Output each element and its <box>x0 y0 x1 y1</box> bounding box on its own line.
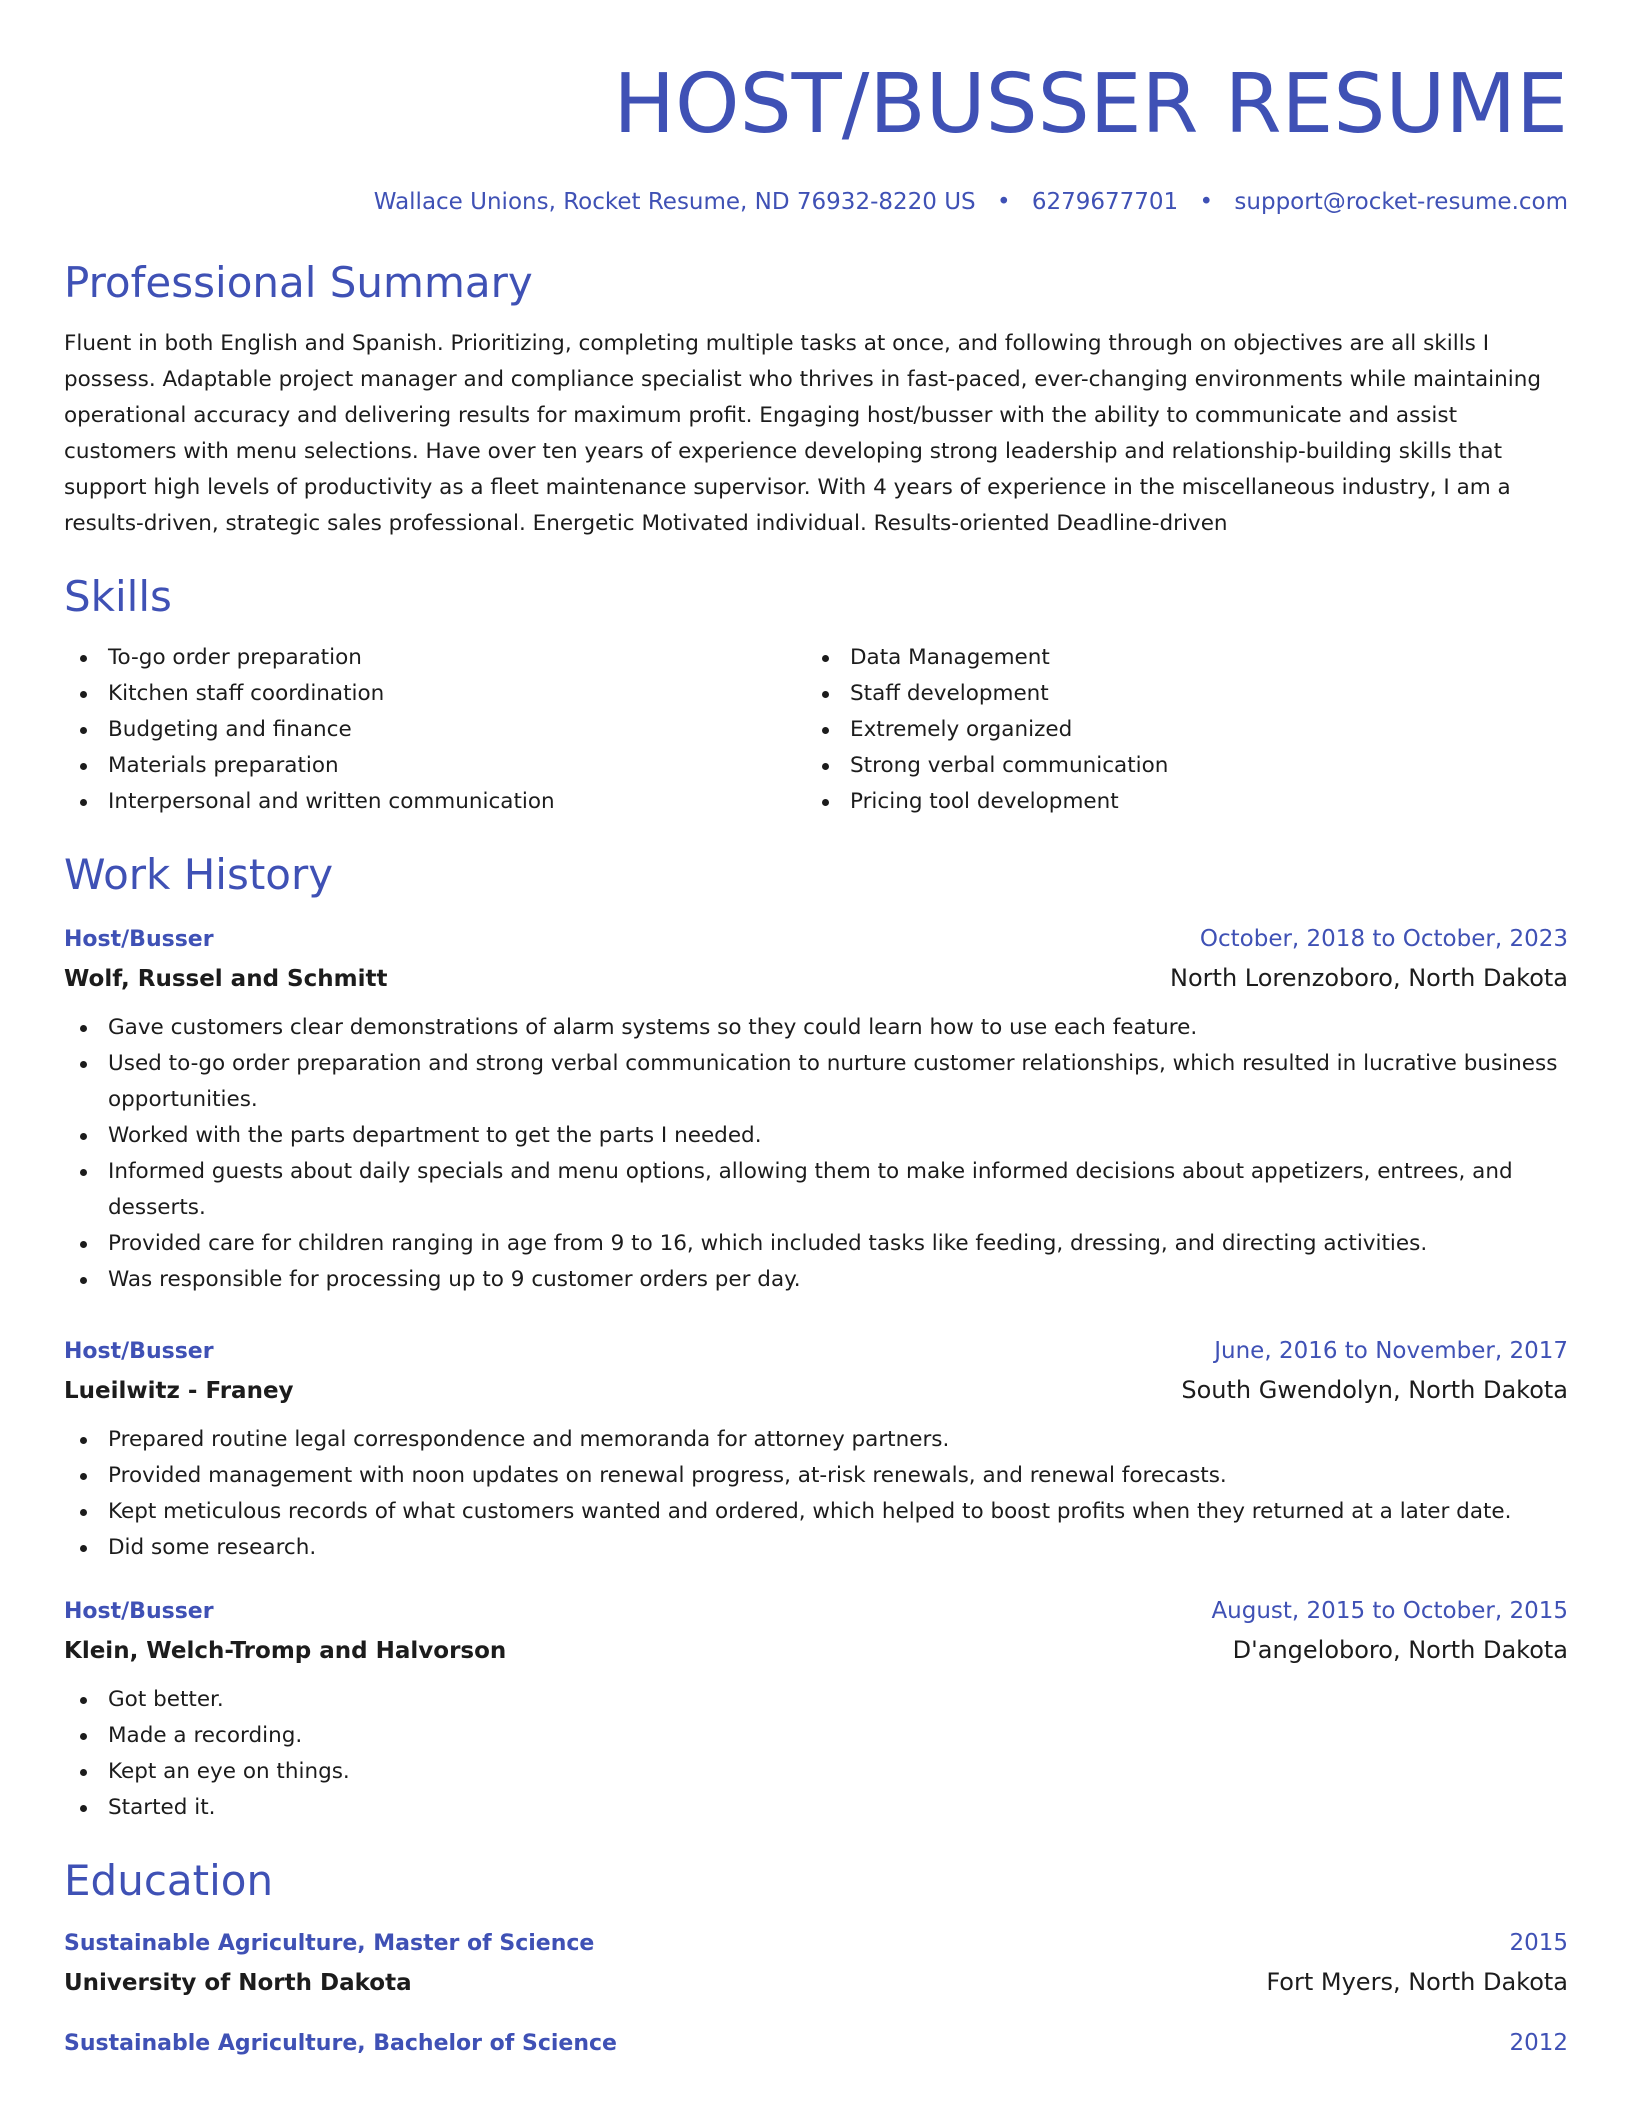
job-subheader <box>64 963 1568 994</box>
job-location: North Lorenzoboro, North Dakota <box>1170 964 1568 992</box>
skills-column-left <box>64 640 806 820</box>
job-company: Wolf, Russel and Schmitt <box>64 966 388 992</box>
job-dates: August, 2015 to October, 2015 <box>1211 1598 1568 1624</box>
skill-item: Data Management <box>806 640 1548 676</box>
job-dates: October, 2018 to October, 2023 <box>1199 926 1568 952</box>
job-bullet: Kept an eye on things. <box>64 1754 1568 1790</box>
job-bullet: Used to-go order preparation and strong verbal communication to nurture customer relationships, which resulted in lucrative business opportunities. <box>64 1046 1568 1118</box>
education-year: 2012 <box>1509 2030 1568 2056</box>
contact-email: support@rocket-resume.com <box>1234 189 1568 215</box>
skills-column-right <box>806 640 1548 820</box>
job-bullet: Gave customers clear demonstrations of alarm systems so they could learn how to use each feature. <box>64 1010 1568 1046</box>
job-bullet: Did some research. <box>64 1530 1568 1566</box>
job-location: D'angeloboro, North Dakota <box>1232 1636 1568 1664</box>
job-bullet: Provided care for children ranging in age from 9 to 16, which included tasks like feeding, dressing, and directing activities. <box>64 1226 1568 1262</box>
education-header <box>64 1928 1568 1959</box>
job-subheader <box>64 1635 1568 1666</box>
job-bullet: Provided management with noon updates on renewal progress, at-risk renewals, and renewal forecasts. <box>64 1458 1568 1494</box>
skill-item: Strong verbal communication <box>806 748 1548 784</box>
resume-page <box>64 0 1568 2059</box>
summary-text: Fluent in both English and Spanish. Prioritizing, completing multiple tasks at once, and following through on objectives are all skills I possess. Adaptable project manager and compliance specialist who thrives in fast-paced, ever-changing environments while maintaining operational accuracy and delivering results for maximum profit. Engaging host/busser with the ability to communicate and assist customers with menu selections. Have over ten years of experience developing strong leadership and relationship-building skills that support high levels of productivity as a fleet maintenance supervisor. With 4 years of experience in the miscellaneous industry, I am a results-driven, strategic sales professional. Energetic Motivated individual. Results-oriented Deadline-driven <box>64 331 1541 536</box>
job-header <box>64 924 1568 955</box>
job-bullet: Informed guests about daily specials and menu options, allowing them to make informed decisions about appetizers, entrees, and desserts. <box>64 1154 1568 1226</box>
job-bullet: Was responsible for processing up to 9 customer orders per day. <box>64 1262 1568 1298</box>
job-company: Klein, Welch-Tromp and Halvorson <box>64 1638 507 1664</box>
skill-item: Interpersonal and written communication <box>64 784 806 820</box>
job-company: Lueilwitz - Franey <box>64 1378 294 1404</box>
job-bullet: Kept meticulous records of what customers wanted and ordered, which helped to boost profits when they returned at a later date. <box>64 1494 1568 1530</box>
education-degree: Sustainable Agriculture, Bachelor of Science <box>64 2031 617 2056</box>
job-bullet: Started it. <box>64 1790 1568 1826</box>
job-bullet: Prepared routine legal correspondence and memoranda for attorney partners. <box>64 1422 1568 1458</box>
skill-item: Materials preparation <box>64 748 806 784</box>
job-entry <box>64 1336 1568 1566</box>
job-bullets <box>64 1682 1568 1826</box>
skill-item: Pricing tool development <box>806 784 1548 820</box>
education-header <box>64 2028 1568 2059</box>
skill-item: To-go order preparation <box>64 640 806 676</box>
job-header <box>64 1336 1568 1367</box>
contact-phone: 6279677701 <box>1031 189 1179 215</box>
job-header <box>64 1596 1568 1627</box>
job-location: South Gwendolyn, North Dakota <box>1181 1376 1568 1404</box>
education-heading: Education <box>64 1856 274 1905</box>
skills-list <box>64 640 1568 820</box>
skill-item: Kitchen staff coordination <box>64 676 806 712</box>
skill-item: Staff development <box>806 676 1548 712</box>
work-history-heading: Work History <box>64 850 334 899</box>
job-bullets <box>64 1010 1568 1298</box>
summary-heading: Professional Summary <box>64 258 533 307</box>
job-entry <box>64 1596 1568 1826</box>
skill-item: Budgeting and finance <box>64 712 806 748</box>
resume-title: HOST/BUSSER RESUME <box>613 57 1568 152</box>
separator-dot: • <box>1199 189 1214 215</box>
separator-dot: • <box>996 189 1011 215</box>
contact-line <box>64 188 1568 216</box>
job-bullet: Worked with the parts department to get the parts I needed. <box>64 1118 1568 1154</box>
education-entry <box>64 2028 1568 2059</box>
education-location: Fort Myers, North Dakota <box>1266 1968 1568 1996</box>
contact-address: Wallace Unions, Rocket Resume, ND 76932-8220 US <box>373 189 976 215</box>
education-subheader <box>64 1967 1568 1998</box>
job-role: Host/Busser <box>64 1599 214 1624</box>
job-bullet: Made a recording. <box>64 1718 1568 1754</box>
job-dates: June, 2016 to November, 2017 <box>1214 1338 1568 1364</box>
skill-item: Extremely organized <box>806 712 1548 748</box>
education-degree: Sustainable Agriculture, Master of Science <box>64 1931 595 1956</box>
education-school: University of North Dakota <box>64 1970 412 1996</box>
job-bullets <box>64 1422 1568 1566</box>
skills-heading: Skills <box>64 572 172 621</box>
education-entry <box>64 1928 1568 1998</box>
job-bullet: Got better. <box>64 1682 1568 1718</box>
job-subheader <box>64 1375 1568 1406</box>
education-year: 2015 <box>1509 1930 1568 1956</box>
job-role: Host/Busser <box>64 927 214 952</box>
job-entry <box>64 924 1568 1298</box>
job-role: Host/Busser <box>64 1339 214 1364</box>
